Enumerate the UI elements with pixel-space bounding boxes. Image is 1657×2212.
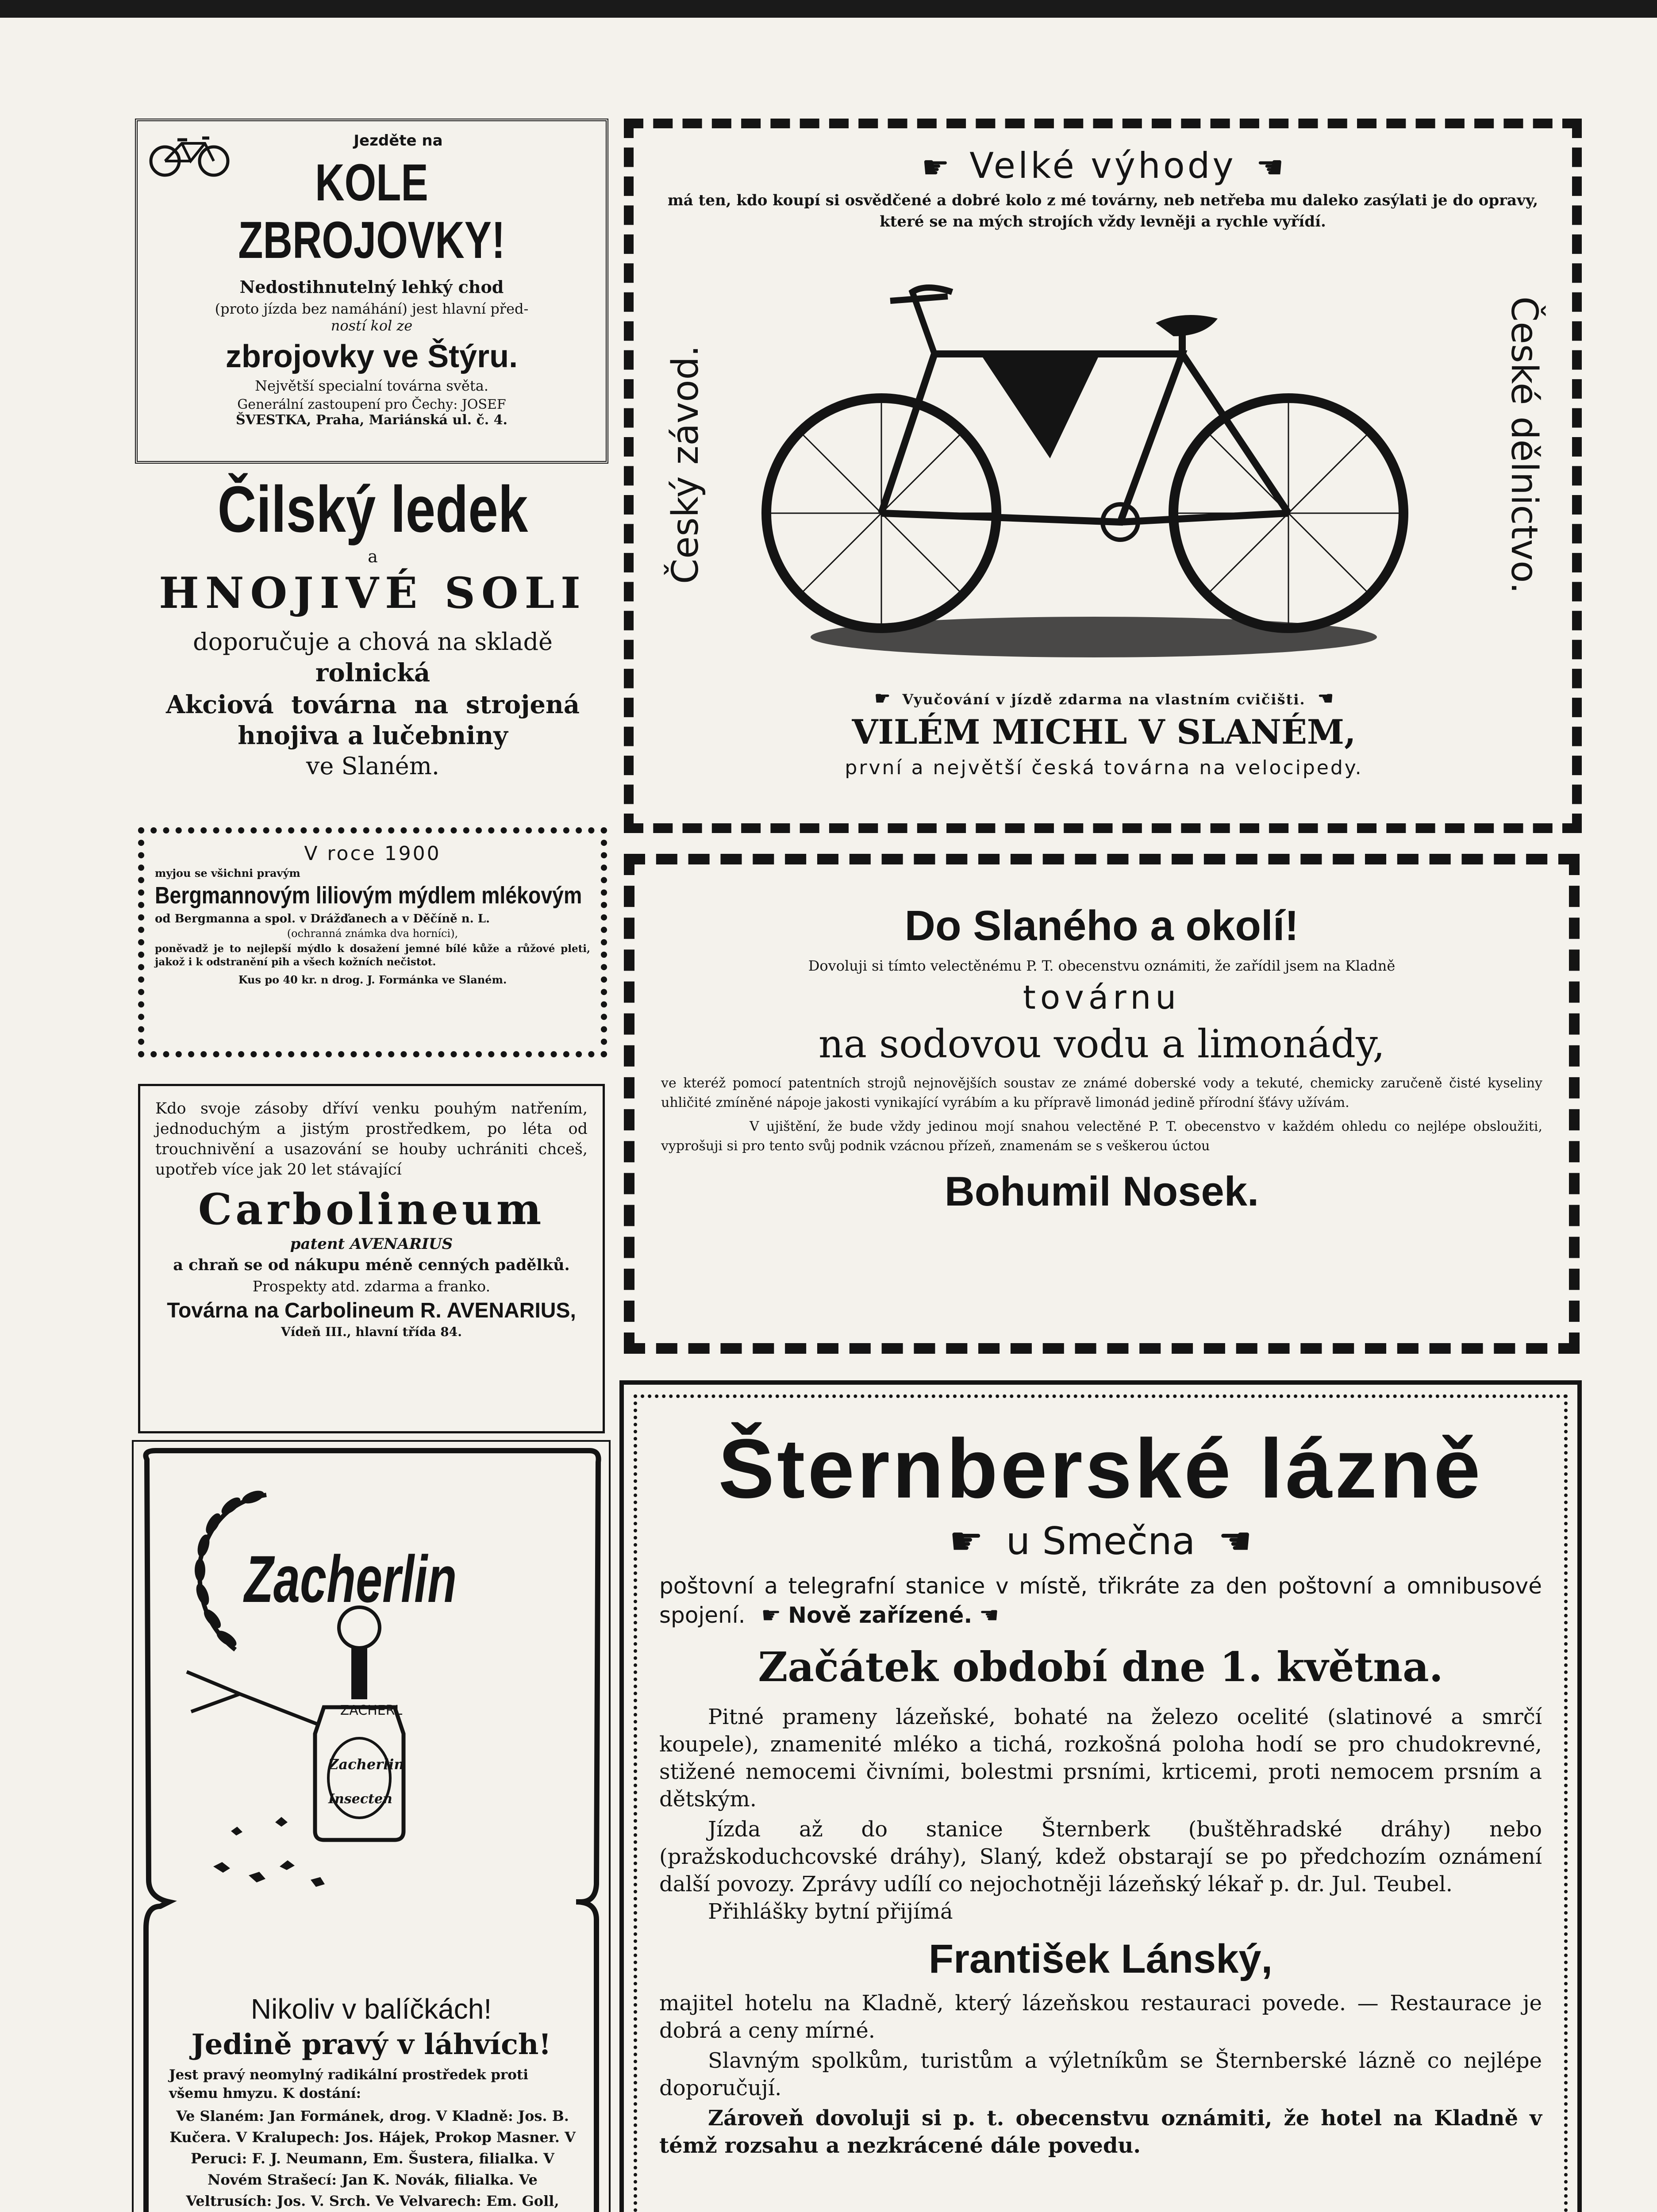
ad-michl — [624, 119, 1582, 833]
scan-top-edge — [0, 0, 1657, 18]
zacherlin-line4: Ve Slaném: Jan Formánek, drog. V Kladně: Jos. B. Kučera. V Kralupech: Jos. Hájek, Prokop Masner. V Peruci: F. J. Neumann, Em. Šustera, filialka. V Novém Strašecí: Jan K. Novák, filialka. Ve Veltrusích: Jos. V. Srch. Ve Velvarech: Em. Goll, — [169, 2108, 576, 2209]
zbrojovka-name: zbrojovky ve Štýru. — [225, 339, 518, 374]
michl-left-vertical: Český závod. — [665, 345, 707, 584]
spa-headline: Šternberské lázně — [718, 1422, 1483, 1516]
zbrojovka-line1: Nedostihnutelný lehký chod — [239, 277, 504, 297]
spa-season: Začátek období dne 1. května. — [758, 1643, 1443, 1691]
spa-owner: František Lánský, — [928, 1936, 1273, 1982]
spa-line1-text: poštovní a telegrafní stanice v místě, třikráte za den poštovní a omnibusové spojení. — [659, 1573, 1542, 1628]
michl-tagline: první a největší česká továrna na velocipedy. — [845, 757, 1363, 779]
pointing-hand-left-icon: ☛ — [979, 1602, 1000, 1628]
carbolineum-product: Carbolineum — [198, 1184, 545, 1234]
ad-carbolineum — [138, 1084, 605, 1433]
saltpeter-line5: ve Slaném. — [306, 752, 440, 780]
soap-product: Bergmannovým liliovým mýdlem mlékovým — [155, 882, 582, 909]
michl-name: VILÉM MICHL V SLANÉM, — [852, 712, 1356, 752]
sodovka-line5: V ujištění, že bude vždy jedinou mojí snahou velectěné P. T. obecenstvo v každém ohledu co nejlépe obsloužiti, vyprošuji si pro tento svůj podnik vzácnou přízeň, znamenám se s veškerou úctou — [661, 1119, 1542, 1154]
michl-lessons-text: Vyučování v jízdě zdarma na vlastním cvičišti. — [902, 691, 1306, 708]
spa-para4: majitel hotelu na Kladně, který lázeňskou restauraci povede. — Restaurace je dobrá a ceny mírné. — [659, 1991, 1542, 2043]
ad-soap — [138, 827, 607, 1057]
saltpeter-conj: a — [368, 547, 378, 566]
sodovka-line4: ve kteréž pomocí patentních strojů nejnovějších soustav ze známé doberské vody a tekuté, chemicky zaručeně čisté kyseliny uhličité zmíněné nápoje jakosti vynikající vyrábím a ku přípravě limonád jedině přírodní šťávy užívám. — [661, 1075, 1542, 1110]
carbolineum-line1: a chraň se od nákupu méně cenných padělků. — [173, 1256, 570, 1274]
zacherlin-tag: ZACHERL — [340, 1703, 403, 1718]
pointing-hand-left-icon: ☛ — [1317, 688, 1334, 709]
saltpeter-product: HNOJIVÉ SOLI — [159, 568, 587, 618]
carbolineum-address: Vídeň III., hlavní třída 84. — [281, 1325, 462, 1339]
carbolineum-patent: patent AVENARIUS — [290, 1235, 453, 1253]
spa-para2: Jízda až do stanice Šternberk (buštěhradské dráhy) nebo (pražskoduchcovské dráhy), Slaný, kdež obstarají se po předchozím oznámení další povozy. Zprávy udílí co nejochotněji lázeňský lékař p. dr. Jul. Teubel. — [659, 1817, 1542, 1897]
sodovka-signature: Bohumil Nosek. — [944, 1168, 1259, 1214]
zbrojovka-headline: KOLE ZBROJOVKY! — [238, 154, 505, 269]
pointing-hand-icon: ☛ — [949, 1519, 984, 1563]
spa-para1: Pitné prameny lázeňské, bohaté na železo ocelité (slatinové a smrčí koupele), znamenité mléko a tichá, rozkošná poloha hodí se pro chudokrevné, stižené nemocemi čivními, bolestmi prsními, krticemi, proti nemocem prsním a dětským. — [659, 1705, 1542, 1812]
saltpeter-line1: doporučuje a chová na skladě — [193, 628, 553, 656]
zacherlin-line1: Nikoliv v balíčkách! — [250, 1993, 492, 2025]
zbrojovka-line6: ŠVESTKA, Praha, Mariánská ul. č. 4. — [236, 412, 507, 428]
zbrojovka-line3: ností kol ze — [331, 317, 413, 334]
spa-new: Nově zařízené. — [788, 1602, 973, 1628]
spa-para5: Slavným spolkům, turistům a výletníkům se Šternberské lázně co nejlépe doporučují. — [659, 2048, 1542, 2101]
carbolineum-factory: Továrna na Carbolineum R. AVENARIUS, — [167, 1299, 576, 1322]
sodovka-line2: továrnu — [1023, 979, 1181, 1017]
michl-lessons — [655, 688, 1553, 709]
soap-line3: (ochranná známka dva horníci), — [287, 927, 458, 940]
sodovka-line3: na sodovou vodu a limonády, — [818, 1021, 1385, 1067]
zbrojovka-line2: (proto jízda bez namáhání) jest hlavní před- — [215, 300, 529, 317]
saltpeter-line4: hnojiva a lučebniny — [238, 721, 508, 750]
soap-price: Kus po 40 kr. n drog. J. Formánka ve Slaném. — [238, 973, 507, 986]
spa-subtitle: u Smečna — [1006, 1519, 1196, 1563]
bicycle-illustration — [757, 274, 1421, 664]
sodovka-line1: Dovoluji si tímto velectěnému P. T. obecenstvu oznámiti, že zařídil jsem na Kladně — [808, 957, 1396, 974]
saltpeter-line2: rolnická — [315, 658, 431, 687]
pointing-hand-left-icon: ☛ — [1218, 1519, 1252, 1563]
pointing-hand-icon: ☛ — [761, 1602, 781, 1628]
zbrojovka-line4: Největší specialní továrna světa. — [255, 377, 488, 394]
sodovka-headline: Do Slaného a okolí! — [904, 902, 1299, 949]
carbolineum-line2: Prospekty atd. zdarma a franko. — [252, 1278, 491, 1295]
pointing-hand-icon: ☛ — [874, 688, 891, 709]
pointing-hand-icon: ☛ — [922, 149, 950, 185]
zacherlin-brand: Zacherlin — [244, 1542, 457, 1616]
ad-spa — [619, 1380, 1582, 2212]
michl-text: má ten, kdo koupí si osvědčené a dobré kolo z mé továrny, neb netřeba mu daleko zasýlati je do opravy, které se na mých strojích vždy levněji a rychle vyřídí. — [667, 192, 1538, 230]
carbolineum-text: Kdo svoje zásoby dříví venku pouhým natřením, jednoduchým a jistým prostředkem, po léta od trouchnivění a usazování se houby uchrániti chceš, upotřeb více jak 20 let stávající — [155, 1100, 588, 1179]
soap-line2: od Bergmanna a spol. v Drážďanech a v Děčíně n. L. — [155, 912, 490, 926]
soap-line1: myjou se všichni pravým — [155, 867, 300, 879]
zacherlin-bottle2: Insecten — [328, 1791, 392, 1807]
zacherlin-bottle1: Zacherlin — [328, 1756, 404, 1773]
zacherlin-line3: Jest pravý neomylný radikální prostředek proti všemu hmyzu. K dostání: — [169, 2067, 529, 2101]
zbrojovka-line5: Generální zastoupení pro Čechy: JOSEF — [237, 397, 506, 412]
spa-para6: Zároveň dovoluji si p. t. obecenstvu oznámiti, že hotel na Kladně v témž rozsahu a nezkrácené dále povedu. — [659, 2106, 1542, 2158]
michl-right-vertical: České dělnictvo. — [1503, 296, 1545, 594]
ad-saltpeter — [135, 470, 611, 819]
soap-year: V roce 1900 — [304, 842, 441, 865]
zbrojovka-intro: Jezděte na — [354, 132, 443, 150]
zacherlin-line2: Jedině pravý v láhvích! — [191, 2028, 551, 2061]
spa-subtitle-row — [659, 1519, 1542, 1563]
michl-headline: Velké výhody — [969, 145, 1236, 186]
soap-line4: poněvadž je to nejlepší mýdlo k dosažení jemné bílé kůže a růžové pleti, jakož i k odstranění pih a všech kožních nečistot. — [155, 943, 590, 968]
spa-para3: Přihlášky bytní přijímá — [708, 1899, 953, 1924]
ad-sodovka — [624, 854, 1580, 1354]
saltpeter-headline: Čilský ledek — [217, 473, 528, 546]
ad-zacherlin — [132, 1440, 611, 2212]
michl-headline-row — [655, 146, 1551, 187]
ad-zbrojovka — [135, 119, 608, 464]
pointing-hand-left-icon: ☛ — [1256, 149, 1284, 185]
spa-line1 — [659, 1571, 1542, 1630]
saltpeter-line3: Akciová továrna na strojená — [166, 690, 580, 719]
